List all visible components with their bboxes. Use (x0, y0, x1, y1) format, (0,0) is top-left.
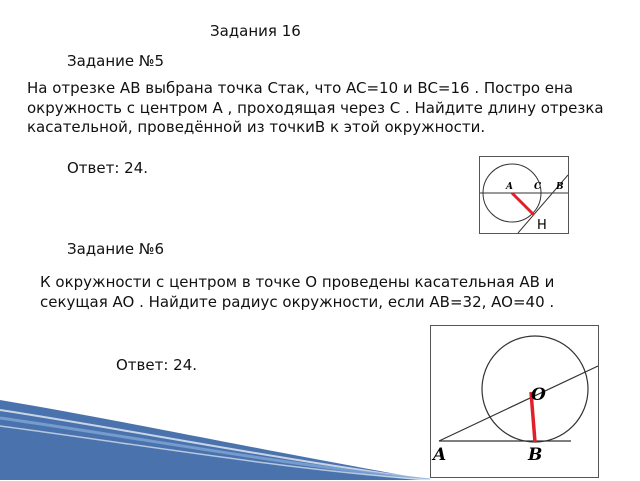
page-title: Задания 16 (210, 22, 301, 40)
task5-text: На отрезке AB выбрана точка Cтак, что AC=10 и BC=16 . Постро ена окружность с центром A , проходящая через C . Найдите длину отрезка касательной, проведённой из точкиB к этой окружности. (27, 79, 604, 136)
decorative-swoosh (0, 380, 430, 480)
task5-heading: Задание №5 (67, 52, 165, 70)
task6-label-a: A (433, 445, 447, 465)
task6-label-b: B (528, 445, 543, 465)
task5-answer: Ответ: 24. (67, 159, 149, 177)
task5-figure-svg (480, 157, 568, 233)
task5-label-a: A (506, 182, 513, 192)
task5-label-h: H (537, 218, 547, 233)
task5-figure (479, 156, 569, 234)
task6-figure (430, 325, 599, 478)
task5-label-c: C (534, 182, 542, 192)
task6-heading: Задание №6 (67, 240, 165, 258)
task6-text: К окружности с центром в точке O проведены касательная AB и секущая AO . Найдите радиус окружности, если AB=32, AO=40 . (40, 273, 555, 311)
task6-label-o: O (531, 385, 546, 405)
task5-radius (512, 193, 534, 215)
task5-label-b: B (556, 182, 564, 192)
task6-secant-ao (439, 366, 598, 441)
task6-answer: Ответ: 24. (116, 356, 198, 374)
task6-figure-svg (431, 326, 598, 477)
